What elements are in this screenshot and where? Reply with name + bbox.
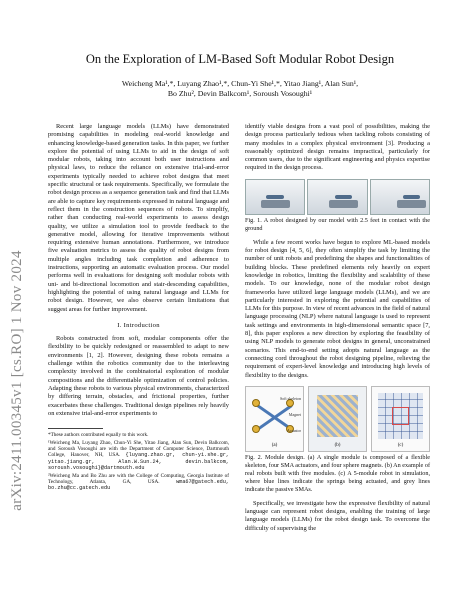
author-list bbox=[40, 79, 440, 99]
figure-2b-label: (b) bbox=[334, 442, 341, 448]
author-line-1: Weicheng Ma¹,*, Luyang Zhao¹,*, Chun-Yi She¹,*, Yitao Jiang¹, Alan Sun¹, bbox=[121, 79, 359, 88]
figure-2a-note-skeleton: Soft skeleton bbox=[280, 395, 301, 401]
figure-2a-note-magnet: Magnet bbox=[288, 411, 301, 417]
footnote-affiliation-gatech bbox=[48, 473, 229, 492]
figure-1-image bbox=[245, 179, 430, 215]
figure-2a-module bbox=[245, 386, 304, 452]
right-paragraph-2: While a few recent works have begun to explore ML-based models for robot design [4, 5, 6], they often simplify the task by limiting the number of unit robots and predefining the shapes and functionalities of building blocks. These predefined elements rely heavily on expert knowledge in robotics, limiting the flexibility and scalability of these models. To our knowledge, none of the modular robot design frameworks have utilized large language models (LLMs), and we are particularly interested in exploring the potential and capabilities of LLMs for this purpose. In view of recent advances in the field of natural language processing (NLP) where natural language is used to represent task settings and environments in high-dimensional semantic space [7, 8], this paper explores a new direction by exploring the feasibility of using NLP models to generate robot designs in general, unconstrained scenarios. This end-to-end setting adopts natural language as the connecting cord throughout the robot designing pipeline, relieving the requirement of expert-level knowledge and introducing high levels of flexibility to the designs. bbox=[245, 238, 430, 379]
figure-2-image bbox=[245, 386, 430, 452]
footnotes bbox=[48, 432, 229, 492]
paper-title: On the Exploration of LM-Based Soft Modular Robot Design bbox=[85, 52, 395, 66]
figure-1-frame-3 bbox=[370, 179, 430, 215]
footnote-affiliation-dartmouth bbox=[48, 440, 229, 472]
figure-2-caption: Fig. 2. Module design. (a) A single module is composed of a flexible skeleton, four SMA actuators, and four sphere magnets. (b) An example of real robots built with five modules. (c) A 5-module robot in simulation, where blue lines indicate the springs being actuated, and grey lines indicate the passive SMAs. bbox=[245, 453, 430, 493]
figure-2b-real-robot bbox=[308, 386, 367, 452]
footnote-dartmouth-emails: {luyang.zhao.gr, chun-yi.she.gr, yitao.jiang.gr, Alan.W.Sun.24, devin.balkcom, soroush.vosoughi}@dartmouth.edu bbox=[48, 452, 229, 472]
figure-1-frame-1 bbox=[245, 179, 305, 215]
right-paragraph-3: Specifically, we investigate how the expressive flexibility of natural language can represent robot designs, enabling the training of large language models (LLMs) for the robot design task. To overcome the difficulty of supervising the bbox=[245, 499, 430, 532]
figure-2a-label: (a) bbox=[271, 442, 278, 448]
footnote-affiliation-dartmouth-text: ¹Weicheng Ma, Luyang Zhao, Chun-Yi She, Yitao Jiang, Alan Sun, Devin Balkcom, and Soroush Vosoughi are with the Department of Computer Science, Dartmouth College, Hanover, NH, USA. bbox=[48, 439, 229, 459]
abstract: Recent large language models (LLMs) have demonstrated promising capabilities in modeling real-world knowledge and enhancing knowledge-based generation tasks. In this paper, we further explore the potential of using LLMs to aid in the design of soft modular robots, taking into account both user instructions and physical laws, to reduce the reliance on extensive trial-and-error experiments typically needed to achieve robot designs that meet specific structural or task requirements. Specifically, we formulate the robot design process as a sequence generation task and find that LLMs are able to capture key requirements expressed in natural language and reflect them in the construction sequences of robots. To simplify, rather than conducting real-world experiments to assess design quality, we utilize a simulation tool to provide feedback to the generative model, allowing for iterative improvements without requiring extensive human annotations. Furthermore, we introduce five evaluation metrics to assess the quality of robot designs from multiple angles including task completion and adherence to instructions, supporting an automatic evaluation process. Our model performs well in evaluations for designing soft modular robots with uni- and bi-directional locomotion and stair-descending capabilities, highlighting the potential of using natural language and LLMs for robot design. However, we also observe certain limitations that suggest areas for further improvement. bbox=[48, 123, 229, 313]
author-line-2: Bo Zhu², Devin Balkcom¹, Soroush Vosoughi¹ bbox=[167, 89, 313, 98]
right-column bbox=[245, 123, 430, 533]
footnote-gatech-emails: wma67@gatech.edu, bo.zhu@cc.gatech.edu bbox=[48, 478, 230, 492]
figure-2c-simulation bbox=[371, 386, 430, 452]
arxiv-identifier: arXiv:2411.00345v1 [cs.RO] 1 Nov 2024 bbox=[8, 249, 25, 511]
figure-1-frame-2 bbox=[307, 179, 367, 215]
footnote-rule bbox=[48, 428, 103, 429]
section-heading-introduction: I. Introduction bbox=[117, 321, 160, 329]
footnote-affiliation-gatech-text: ²Weicheng Ma and Bo Zhu are with the College of Computing, Georgia Institute of Technology, Atlanta, GA, USA. bbox=[48, 472, 229, 485]
figure-2a-note-actuator: Actuator bbox=[287, 427, 301, 433]
arxiv-stamp bbox=[6, 190, 28, 570]
intro-paragraph: Robots constructed from soft, modular components offer the flexibility to be quickly redesigned or reassembled to adapt to new environments [1, 2]. However, designing these robots remains a challenge within the robotics community due to the interleaving complexity involved in the combinatorial exploration of modular compositions and the differentiable optimization of control policies. Adapting these robots to various physical environments, characterized by differing terrain, obstacles, and frictional properties, further exacerbates these challenges. Traditional design pipelines rely heavily on extensive trial-and-error experiments to bbox=[48, 335, 229, 417]
right-paragraph-1: identify viable designs from a vast pool of possibilities, making the design process particularly tedious when tackling robots consisting of many modules in a complex physical environment [3]. Producing a reasonably optimized design remains impractical, particularly for common users, due to the significant engineering and physics expertise required in the design process. bbox=[245, 123, 430, 172]
left-column bbox=[48, 123, 229, 493]
figure-1-caption: Fig. 1. A robot designed by our model with 2.5 feet in contact with the ground bbox=[245, 216, 430, 232]
footnote-equal-contribution: *These authors contributed equally to this work. bbox=[48, 432, 149, 439]
paper-header bbox=[40, 52, 440, 99]
figure-2c-label: (c) bbox=[397, 442, 404, 448]
